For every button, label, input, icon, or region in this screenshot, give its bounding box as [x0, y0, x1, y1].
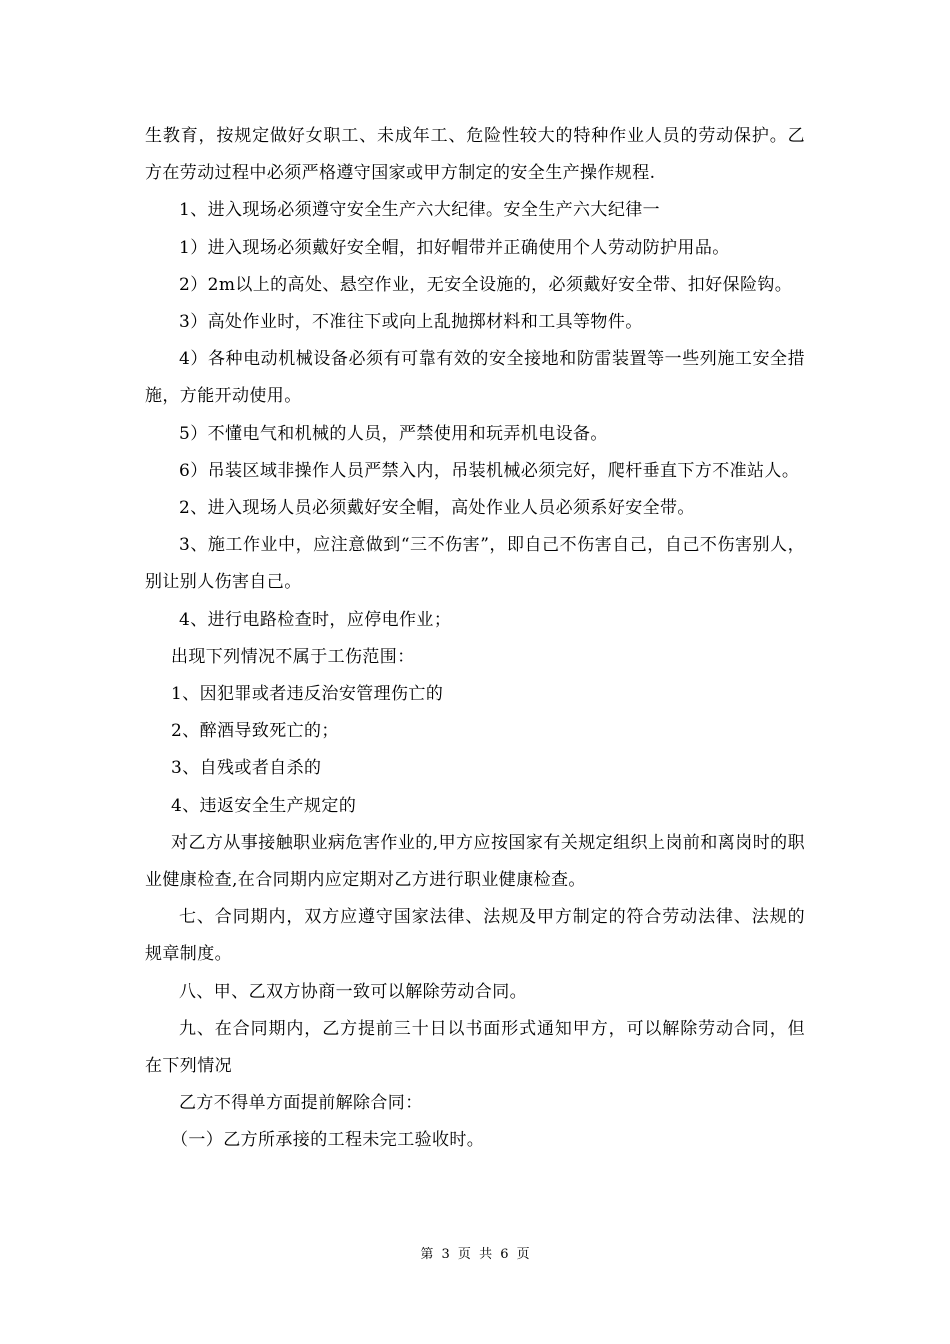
paragraph-2: 1、进入现场必须遵守安全生产六大纪律。安全生产六大纪律一: [179, 200, 661, 221]
paragraph-4: 2）2m以上的高处、悬空作业，无安全设施的，必须戴好安全带、扣好保险钩。: [179, 274, 793, 295]
paragraph-17: 对乙方从事接触职业病危害作业的,甲方应按国家有关规定组织上岗前和离岗时的职业健康检查,在合同期内应定期对乙方进行职业健康检查。: [145, 832, 805, 891]
paragraph-12: 出现下列情况不属于工伤范围：: [171, 646, 415, 667]
paragraph-14: 2、醉酒导致死亡的；: [171, 721, 339, 742]
footer-page-word: 页: [457, 1247, 471, 1262]
paragraph-22: （一）乙方所承接的工程未完工验收时。: [171, 1130, 485, 1151]
paragraph-18: 七、合同期内，双方应遵守国家法律、法规及甲方制定的符合劳动法律、法规的规章制度。: [145, 907, 805, 965]
paragraph-1: 生教育，按规定做好女职工、未成年工、危险性较大的特种作业人员的劳动保护。乙方在劳动过程中必须严格遵守国家或甲方制定的安全生产操作规程.: [145, 126, 805, 184]
paragraph-9: 2、进入现场人员必须戴好安全帽，高处作业人员必须系好安全带。: [179, 498, 695, 519]
footer-current-page: 3: [441, 1247, 450, 1262]
footer-total-word: 共: [479, 1247, 493, 1262]
paragraph-21: 乙方不得单方面提前解除合同：: [179, 1093, 423, 1114]
page-footer: [0, 1243, 950, 1262]
paragraph-19: 八、甲、乙双方协商一致可以解除劳动合同。: [179, 981, 527, 1002]
paragraph-3: 1）进入现场必须戴好安全帽，扣好帽带并正确使用个人劳动防护用品。: [179, 237, 730, 258]
paragraph-7: 5）不懂电气和机械的人员，严禁使用和玩弄机电设备。: [179, 423, 608, 444]
paragraph-6: 4）各种电动机械设备必须有可靠有效的安全接地和防雷装置等一些列施工安全措施，方能开动使用。: [145, 349, 805, 407]
paragraph-10: 3、施工作业中，应注意做到“三不伤害”，即自己不伤害自己，自己不伤害别人，别让别人伤害自己。: [145, 535, 805, 593]
paragraph-20: 九、在合同期内，乙方提前三十日以书面形式通知甲方，可以解除劳动合同，但在下列情况: [145, 1018, 805, 1077]
paragraph-15: 3、自残或者自杀的: [171, 758, 322, 779]
paragraph-5: 3）高处作业时，不准往下或向上乱抛掷材料和工具等物件。: [179, 312, 643, 333]
paragraph-13: 1、因犯罪或者违反治安管理伤亡的: [171, 684, 444, 705]
footer-prefix: 第: [420, 1247, 434, 1262]
footer-total-pages: 6: [500, 1247, 509, 1262]
document-body: [145, 118, 805, 1160]
paragraph-8: 6）吊装区域非操作人员严禁入内，吊装机械必须完好，爬杆垂直下方不准站人。: [179, 460, 800, 481]
paragraph-16: 4、违返安全生产规定的: [171, 795, 357, 816]
paragraph-11: 4、进行电路检查时，应停电作业；: [179, 609, 452, 630]
footer-suffix: 页: [516, 1247, 530, 1262]
